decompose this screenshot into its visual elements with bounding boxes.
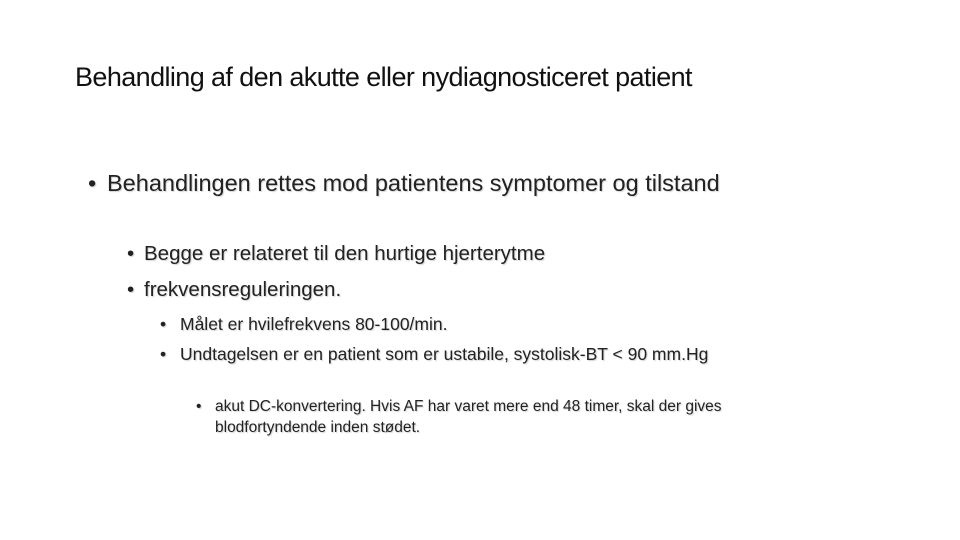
bullet-dot-icon: • bbox=[88, 170, 97, 196]
slide-title: Behandling af den akutte eller nydiagnosticeret patient bbox=[75, 62, 692, 92]
bullet-dot-icon: • bbox=[127, 242, 135, 265]
bullet-level2 bbox=[127, 240, 545, 268]
bullet-text: akut DC-konvertering. Hvis AF har varet mere end 48 timer, skal der gives blodfortyndende inden stødet. bbox=[215, 398, 722, 436]
bullet-text: Undtagelsen er en patient som er ustabile, systolisk-BT < 90 mm.Hg bbox=[180, 344, 709, 364]
bullet-text: Behandlingen rettes mod patientens symptomer og tilstand bbox=[107, 170, 720, 196]
bullet-level3 bbox=[160, 312, 447, 336]
bullet-level3 bbox=[160, 342, 780, 366]
bullet-level1 bbox=[88, 168, 788, 198]
bullet-text: frekvensreguleringen. bbox=[144, 278, 342, 301]
bullet-level2 bbox=[127, 276, 341, 304]
bullet-dot-icon: • bbox=[160, 314, 167, 334]
bullet-level4 bbox=[196, 396, 796, 438]
bullet-dot-icon: • bbox=[160, 344, 167, 364]
bullet-text: Målet er hvilefrekvens 80-100/min. bbox=[180, 314, 448, 334]
bullet-text: Begge er relateret til den hurtige hjerterytme bbox=[144, 242, 546, 265]
bullet-dot-icon: • bbox=[127, 278, 135, 301]
bullet-dot-icon: • bbox=[196, 398, 202, 415]
